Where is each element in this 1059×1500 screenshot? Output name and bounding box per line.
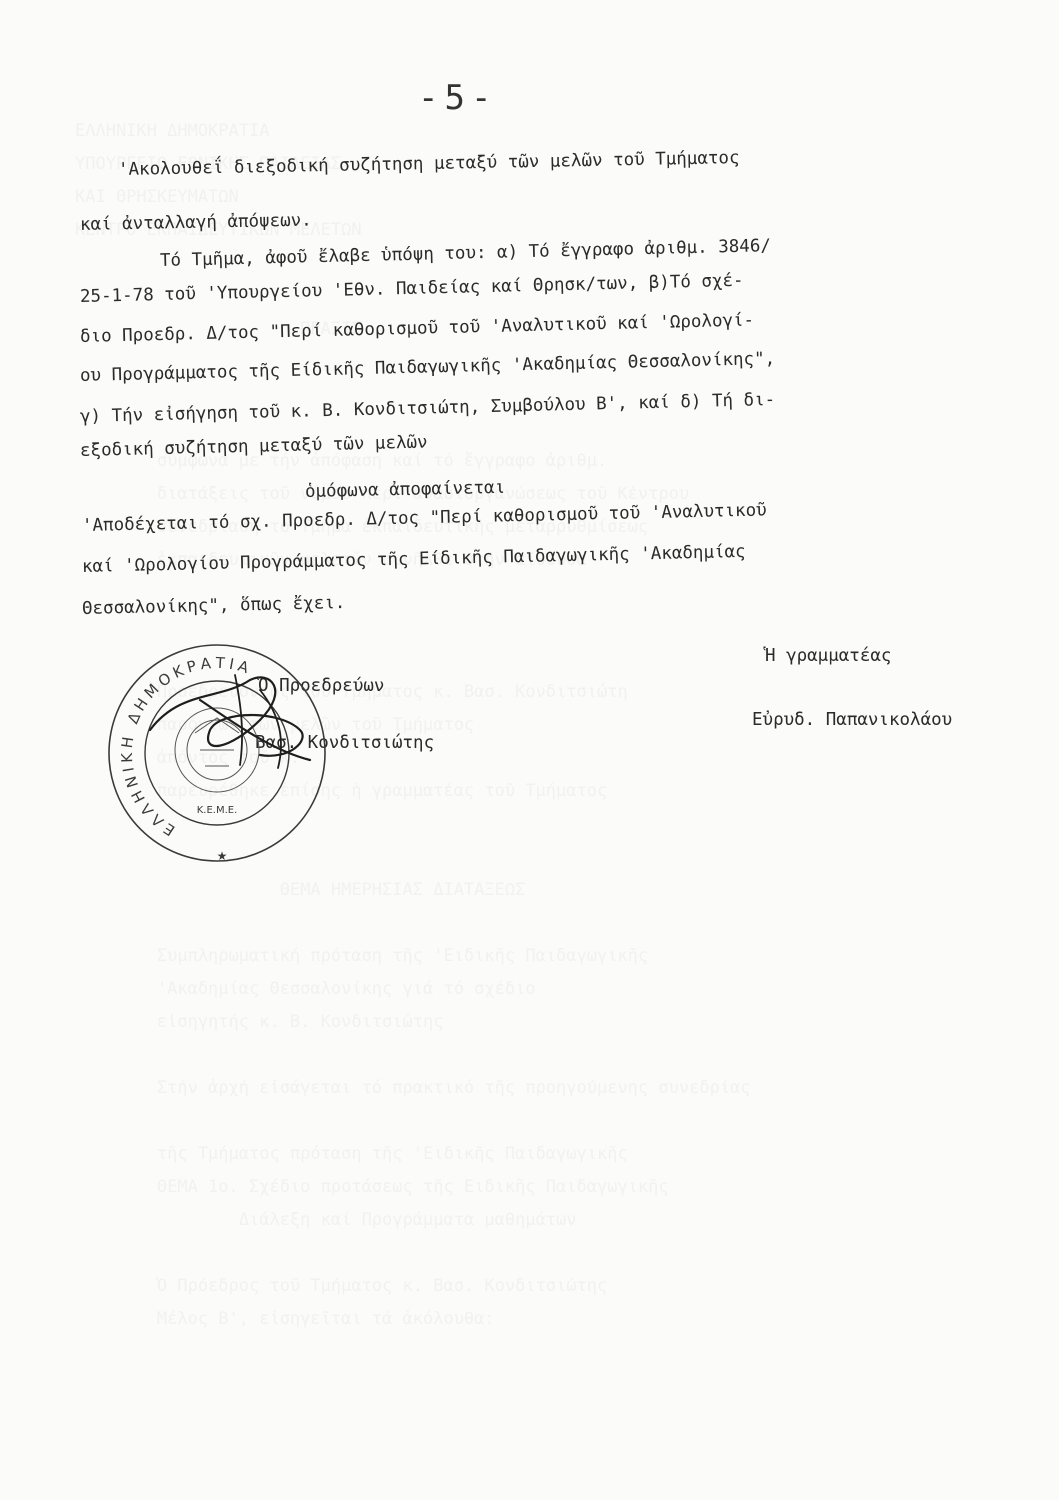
secretary-name: Εὐρυδ. Παπανικολάου bbox=[752, 710, 953, 730]
body-line: 25-1-78 τοῦ 'Υπουργείου 'Εθν. Παιδείας καί Θρησκ/των, β)Τό σχέ- bbox=[79, 270, 744, 307]
body-line: καί 'Ωρολογίου Προγράμματος τῆς Είδικῆς Παιδαγωγικῆς 'Ακαδημίας bbox=[81, 541, 746, 577]
star-icon: ★ bbox=[216, 849, 228, 863]
body-line: διο Προεδρ. Δ/τος "Περί καθορισμοῦ τοῦ 'Αναλυτικοῦ καί 'Ωρολογί- bbox=[79, 310, 755, 347]
seal-outer-text: ΕΛΛΗΝΙΚΗ ΔΗΜΟΚΡΑΤΙΑ bbox=[117, 653, 255, 840]
chair-name: Βασ. Κονδιτσιώτης bbox=[255, 733, 435, 753]
seal-inner-text: Κ.Ε.Μ.Ε. bbox=[196, 805, 238, 816]
body-line: καί ἀνταλλαγή ἀπόψεων. bbox=[79, 210, 312, 235]
body-line: εξοδική συζήτηση μεταξύ τῶν μελῶν bbox=[79, 432, 428, 461]
chair-signature-scribble bbox=[140, 660, 340, 780]
body-line: 'Αποδέχεται τό σχ. Προεδρ. Δ/τος "Περί καθορισμοῦ τοῦ 'Αναλυτικοῦ bbox=[81, 500, 767, 536]
page-number: -5- bbox=[418, 78, 498, 118]
body-line: γ) Τήν εἰσήγηση τοῦ κ. Β. Κονδιτσιώτη, Συμβούλου Β', καί δ) Τή δι- bbox=[79, 390, 776, 427]
body-line: Τό Τμῆμα, ἀφοῦ ἔλαβε ὑπόψη του: α) Τό ἔγγραφο ἀριθμ. 3846/ bbox=[159, 236, 772, 271]
chair-title: Ὁ Προεδρεύων bbox=[258, 676, 385, 696]
body-line: 'Ακολουθεΐ διεξοδική συζήτηση μεταξύ τῶν μελῶν τοῦ Τμήματος bbox=[117, 148, 740, 180]
body-line: ου Προγράμματος τῆς Είδικῆς Παιδαγωγικῆς 'Ακαδημίας Θεσσαλονίκης", bbox=[79, 349, 776, 386]
secretary-title: Ἡ γραμματέας bbox=[765, 646, 892, 666]
body-heading: ὁμόφωνα ἀποφαίνεται bbox=[304, 477, 506, 502]
body-line: Θεσσαλονίκης", ὅπως ἔχει. bbox=[81, 593, 346, 619]
